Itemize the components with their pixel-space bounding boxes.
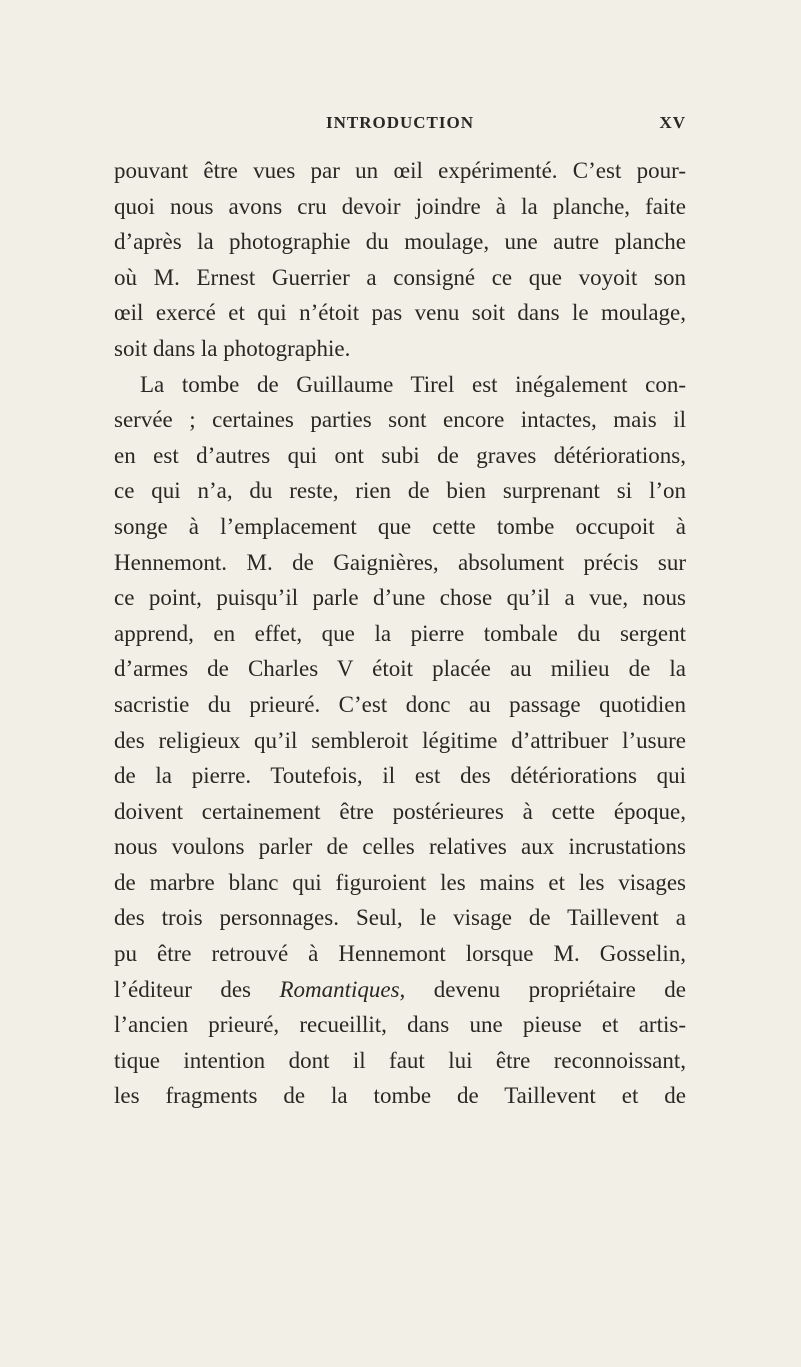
italic-title: Romantiques, <box>279 976 406 1002</box>
text-segment: devenu propriétaire de <box>405 976 686 1002</box>
text-line: doivent certainement être postérieures à cette époque, <box>114 798 686 824</box>
text-line: pouvant être vues par un œil expérimenté. C’est pour- <box>114 158 686 183</box>
text-line: tique intention dont il faut lui être reconnoissant, <box>114 1047 686 1073</box>
text-line-with-italic <box>114 972 686 1008</box>
text-line: de la pierre. Toutefois, il est des détériorations qui <box>114 763 686 789</box>
text-line: des trois personnages. Seul, le visage de Taillevent a <box>114 905 686 931</box>
text-line: d’après la photographie du moulage, une autre planche <box>114 229 686 255</box>
text-line: pu être retrouvé à Hennemont lorsque M. Gosselin, <box>114 941 686 967</box>
text-line: soit dans la photographie. <box>114 335 351 361</box>
text-line: La tombe de Guillaume Tirel est inégalement con- <box>140 371 686 397</box>
running-title: INTRODUCTION <box>325 113 475 132</box>
text-line: ce point, puisqu’il parle d’une chose qu’il a vue, nous <box>114 585 686 611</box>
text-line: sacristie du prieuré. C’est donc au passage quotidien <box>114 691 686 717</box>
text-line: en est d’autres qui ont subi de graves détériorations, <box>114 442 686 468</box>
text-line: de marbre blanc qui figuroient les mains et les visages <box>114 869 686 895</box>
text-line: quoi nous avons cru devoir joindre à la planche, faite <box>114 193 686 219</box>
text-line: apprend, en effet, que la pierre tombale du sergent <box>114 620 686 646</box>
text-line: ce qui n’a, du reste, rien de bien surprenant si l’on <box>114 478 686 504</box>
text-line: nous voulons parler de celles relatives aux incrustations <box>114 834 686 860</box>
text-segment: l’éditeur des <box>114 976 280 1002</box>
body-text <box>114 153 686 1114</box>
text-line: l’ancien prieuré, recueillit, dans une pieuse et artis- <box>114 1012 686 1038</box>
text-line: Hennemont. M. de Gaignières, absolument précis sur <box>114 549 686 575</box>
text-line: d’armes de Charles V étoit placée au milieu de la <box>114 656 686 682</box>
text-line: des religieux qu’il sembleroit légitime d’attribuer l’usure <box>114 727 686 753</box>
text-line: les fragments de la tombe de Taillevent et de <box>114 1083 686 1109</box>
page-number: XV <box>659 113 686 132</box>
running-head <box>114 113 686 137</box>
text-line: où M. Ernest Guerrier a consigné ce que voyoit son <box>114 264 686 290</box>
text-line: œil exercé et qui n’étoit pas venu soit dans le moulage, <box>114 300 686 326</box>
text-line: servée ; certaines parties sont encore intactes, mais il <box>114 407 686 433</box>
text-line: songe à l’emplacement que cette tombe occupoit à <box>114 513 686 539</box>
